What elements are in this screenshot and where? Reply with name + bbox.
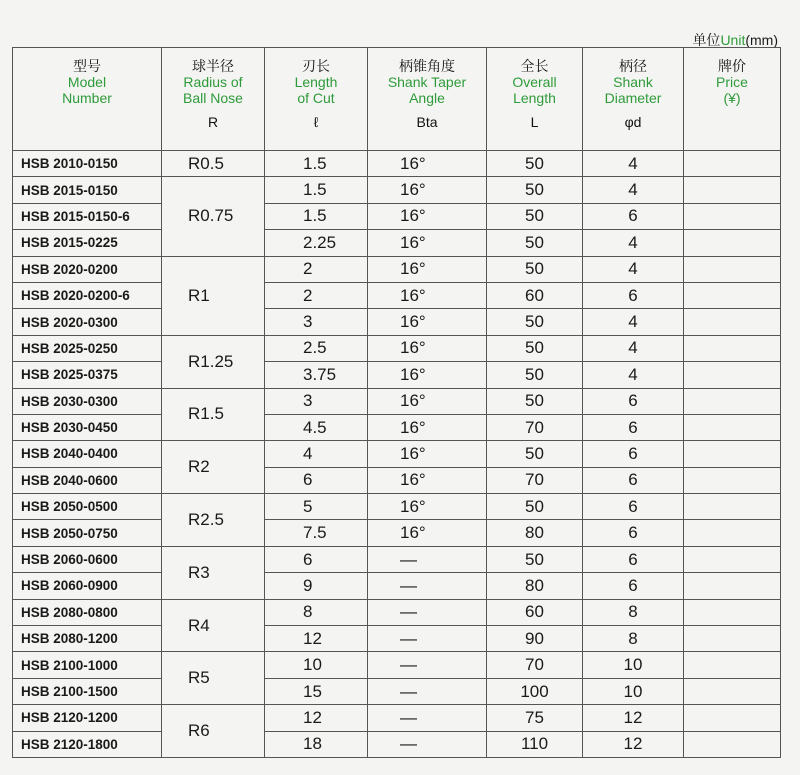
length-of-cut-cell: 7.5: [265, 520, 368, 546]
shank-diameter-cell: 6: [583, 414, 684, 440]
length-of-cut-cell: 4.5: [265, 414, 368, 440]
table-row: [13, 599, 781, 625]
shank-diameter-cell: 4: [583, 335, 684, 361]
price-cell: [684, 414, 781, 440]
table-row: [13, 626, 781, 652]
taper-angle-cell: 16°: [368, 335, 487, 361]
price-cell: [684, 546, 781, 572]
header-overall-length: 全长 Overall Length L: [487, 48, 583, 151]
price-cell: [684, 573, 781, 599]
shank-diameter-cell: 4: [583, 177, 684, 203]
shank-diameter-cell: 12: [583, 705, 684, 731]
model-number-cell: HSB 2015-0150: [13, 177, 162, 203]
price-cell: [684, 520, 781, 546]
table-row: [13, 309, 781, 335]
overall-length-cell: 50: [487, 335, 583, 361]
overall-length-cell: 80: [487, 573, 583, 599]
radius-cell: R2: [162, 441, 265, 494]
table-row: [13, 256, 781, 282]
radius-cell: R3: [162, 546, 265, 599]
price-cell: [684, 203, 781, 229]
taper-angle-cell: —: [368, 573, 487, 599]
length-of-cut-cell: 6: [265, 546, 368, 572]
unit-prefix: 单位: [692, 32, 721, 48]
model-number-cell: HSB 2080-1200: [13, 626, 162, 652]
table-row: [13, 362, 781, 388]
price-cell: [684, 256, 781, 282]
taper-angle-cell: 16°: [368, 362, 487, 388]
length-of-cut-cell: 12: [265, 626, 368, 652]
length-of-cut-cell: 5: [265, 494, 368, 520]
unit-suffix: (mm): [745, 32, 778, 48]
overall-length-cell: 80: [487, 520, 583, 546]
price-cell: [684, 282, 781, 308]
length-of-cut-cell: 12: [265, 705, 368, 731]
shank-diameter-cell: 4: [583, 151, 684, 177]
model-number-cell: HSB 2015-0225: [13, 230, 162, 256]
model-number-cell: HSB 2025-0250: [13, 335, 162, 361]
table-row: [13, 546, 781, 572]
length-of-cut-cell: 3.75: [265, 362, 368, 388]
radius-cell: R6: [162, 705, 265, 758]
taper-angle-cell: 16°: [368, 256, 487, 282]
taper-angle-cell: 16°: [368, 151, 487, 177]
radius-cell: R4: [162, 599, 265, 652]
overall-length-cell: 75: [487, 705, 583, 731]
length-of-cut-cell: 1.5: [265, 203, 368, 229]
overall-length-cell: 50: [487, 151, 583, 177]
overall-length-cell: 50: [487, 230, 583, 256]
overall-length-cell: 50: [487, 362, 583, 388]
overall-length-cell: 110: [487, 731, 583, 757]
radius-cell: R0.75: [162, 177, 265, 256]
taper-angle-cell: 16°: [368, 520, 487, 546]
taper-angle-cell: —: [368, 652, 487, 678]
model-number-cell: HSB 2030-0300: [13, 388, 162, 414]
overall-length-cell: 50: [487, 441, 583, 467]
taper-angle-cell: 16°: [368, 203, 487, 229]
price-cell: [684, 309, 781, 335]
table-body: [13, 151, 781, 758]
model-number-cell: HSB 2010-0150: [13, 151, 162, 177]
header-radius: 球半径 Radius of Ball Nose R: [162, 48, 265, 151]
shank-diameter-cell: 6: [583, 388, 684, 414]
taper-angle-cell: 16°: [368, 414, 487, 440]
overall-length-cell: 50: [487, 546, 583, 572]
model-number-cell: HSB 2050-0500: [13, 494, 162, 520]
model-number-cell: HSB 2015-0150-6: [13, 203, 162, 229]
table-row: [13, 652, 781, 678]
table-row: [13, 230, 781, 256]
header-length-of-cut: 刃长 Length of Cut ℓ: [265, 48, 368, 151]
length-of-cut-cell: 3: [265, 388, 368, 414]
shank-diameter-cell: 4: [583, 230, 684, 256]
header-price: 牌价 Price (¥): [684, 48, 781, 151]
taper-angle-cell: 16°: [368, 494, 487, 520]
price-cell: [684, 151, 781, 177]
taper-angle-cell: 16°: [368, 282, 487, 308]
table-row: [13, 678, 781, 704]
overall-length-cell: 50: [487, 309, 583, 335]
table-row: [13, 414, 781, 440]
taper-angle-cell: —: [368, 678, 487, 704]
length-of-cut-cell: 15: [265, 678, 368, 704]
price-cell: [684, 362, 781, 388]
radius-cell: R1.5: [162, 388, 265, 441]
price-cell: [684, 177, 781, 203]
taper-angle-cell: —: [368, 731, 487, 757]
model-number-cell: HSB 2020-0300: [13, 309, 162, 335]
length-of-cut-cell: 6: [265, 467, 368, 493]
shank-diameter-cell: 6: [583, 520, 684, 546]
model-number-cell: HSB 2020-0200-6: [13, 282, 162, 308]
length-of-cut-cell: 2: [265, 256, 368, 282]
length-of-cut-cell: 18: [265, 731, 368, 757]
taper-angle-cell: —: [368, 705, 487, 731]
shank-diameter-cell: 12: [583, 731, 684, 757]
length-of-cut-cell: 10: [265, 652, 368, 678]
unit-en: Unit: [720, 32, 746, 48]
model-number-cell: HSB 2080-0800: [13, 599, 162, 625]
model-number-cell: HSB 2100-1500: [13, 678, 162, 704]
overall-length-cell: 60: [487, 599, 583, 625]
price-cell: [684, 626, 781, 652]
model-number-cell: HSB 2120-1800: [13, 731, 162, 757]
length-of-cut-cell: 4: [265, 441, 368, 467]
radius-cell: R1.25: [162, 335, 265, 388]
taper-angle-cell: 16°: [368, 309, 487, 335]
price-cell: [684, 441, 781, 467]
table-row: [13, 151, 781, 177]
table-row: [13, 467, 781, 493]
model-number-cell: HSB 2060-0900: [13, 573, 162, 599]
taper-angle-cell: —: [368, 546, 487, 572]
table-row: [13, 494, 781, 520]
overall-length-cell: 100: [487, 678, 583, 704]
taper-angle-cell: 16°: [368, 230, 487, 256]
taper-angle-cell: 16°: [368, 177, 487, 203]
shank-diameter-cell: 6: [583, 573, 684, 599]
shank-diameter-cell: 4: [583, 362, 684, 388]
shank-diameter-cell: 6: [583, 494, 684, 520]
shank-diameter-cell: 6: [583, 546, 684, 572]
length-of-cut-cell: 1.5: [265, 177, 368, 203]
overall-length-cell: 50: [487, 256, 583, 282]
shank-diameter-cell: 6: [583, 203, 684, 229]
price-cell: [684, 652, 781, 678]
overall-length-cell: 70: [487, 467, 583, 493]
price-cell: [684, 467, 781, 493]
shank-diameter-cell: 4: [583, 309, 684, 335]
radius-cell: R5: [162, 652, 265, 705]
shank-diameter-cell: 6: [583, 441, 684, 467]
model-number-cell: HSB 2025-0375: [13, 362, 162, 388]
header-shank-diameter: 柄径 Shank Diameter φd: [583, 48, 684, 151]
shank-diameter-cell: 8: [583, 599, 684, 625]
table-row: [13, 520, 781, 546]
length-of-cut-cell: 2.5: [265, 335, 368, 361]
table-row: [13, 335, 781, 361]
price-cell: [684, 599, 781, 625]
radius-cell: R1: [162, 256, 265, 335]
overall-length-cell: 50: [487, 494, 583, 520]
taper-angle-cell: 16°: [368, 388, 487, 414]
overall-length-cell: 50: [487, 388, 583, 414]
model-number-cell: HSB 2020-0200: [13, 256, 162, 282]
overall-length-cell: 50: [487, 177, 583, 203]
overall-length-cell: 70: [487, 414, 583, 440]
table-row: [13, 731, 781, 757]
overall-length-cell: 90: [487, 626, 583, 652]
price-cell: [684, 731, 781, 757]
spec-table: [12, 47, 781, 758]
length-of-cut-cell: 9: [265, 573, 368, 599]
taper-angle-cell: —: [368, 599, 487, 625]
radius-cell: R2.5: [162, 494, 265, 547]
model-number-cell: HSB 2050-0750: [13, 520, 162, 546]
length-of-cut-cell: 2.25: [265, 230, 368, 256]
shank-diameter-cell: 8: [583, 626, 684, 652]
length-of-cut-cell: 2: [265, 282, 368, 308]
table-row: [13, 441, 781, 467]
model-number-cell: HSB 2030-0450: [13, 414, 162, 440]
price-cell: [684, 230, 781, 256]
shank-diameter-cell: 6: [583, 282, 684, 308]
shank-diameter-cell: 10: [583, 652, 684, 678]
table-row: [13, 282, 781, 308]
header-taper-angle: 柄锥角度 Shank Taper Angle Bta: [368, 48, 487, 151]
shank-diameter-cell: 10: [583, 678, 684, 704]
shank-diameter-cell: 6: [583, 467, 684, 493]
header-model: 型号 Model Number: [13, 48, 162, 151]
table-row: [13, 388, 781, 414]
table-row: [13, 705, 781, 731]
price-cell: [684, 705, 781, 731]
length-of-cut-cell: 8: [265, 599, 368, 625]
table-row: [13, 573, 781, 599]
model-number-cell: HSB 2040-0600: [13, 467, 162, 493]
table-row: [13, 203, 781, 229]
shank-diameter-cell: 4: [583, 256, 684, 282]
radius-cell: R0.5: [162, 151, 265, 177]
length-of-cut-cell: 1.5: [265, 151, 368, 177]
price-cell: [684, 335, 781, 361]
length-of-cut-cell: 3: [265, 309, 368, 335]
overall-length-cell: 70: [487, 652, 583, 678]
overall-length-cell: 60: [487, 282, 583, 308]
model-number-cell: HSB 2060-0600: [13, 546, 162, 572]
overall-length-cell: 50: [487, 203, 583, 229]
model-number-cell: HSB 2100-1000: [13, 652, 162, 678]
model-number-cell: HSB 2040-0400: [13, 441, 162, 467]
table-row: [13, 177, 781, 203]
taper-angle-cell: 16°: [368, 441, 487, 467]
price-cell: [684, 494, 781, 520]
model-number-cell: HSB 2120-1200: [13, 705, 162, 731]
price-cell: [684, 388, 781, 414]
taper-angle-cell: 16°: [368, 467, 487, 493]
price-cell: [684, 678, 781, 704]
header-row: [13, 48, 781, 151]
taper-angle-cell: —: [368, 626, 487, 652]
